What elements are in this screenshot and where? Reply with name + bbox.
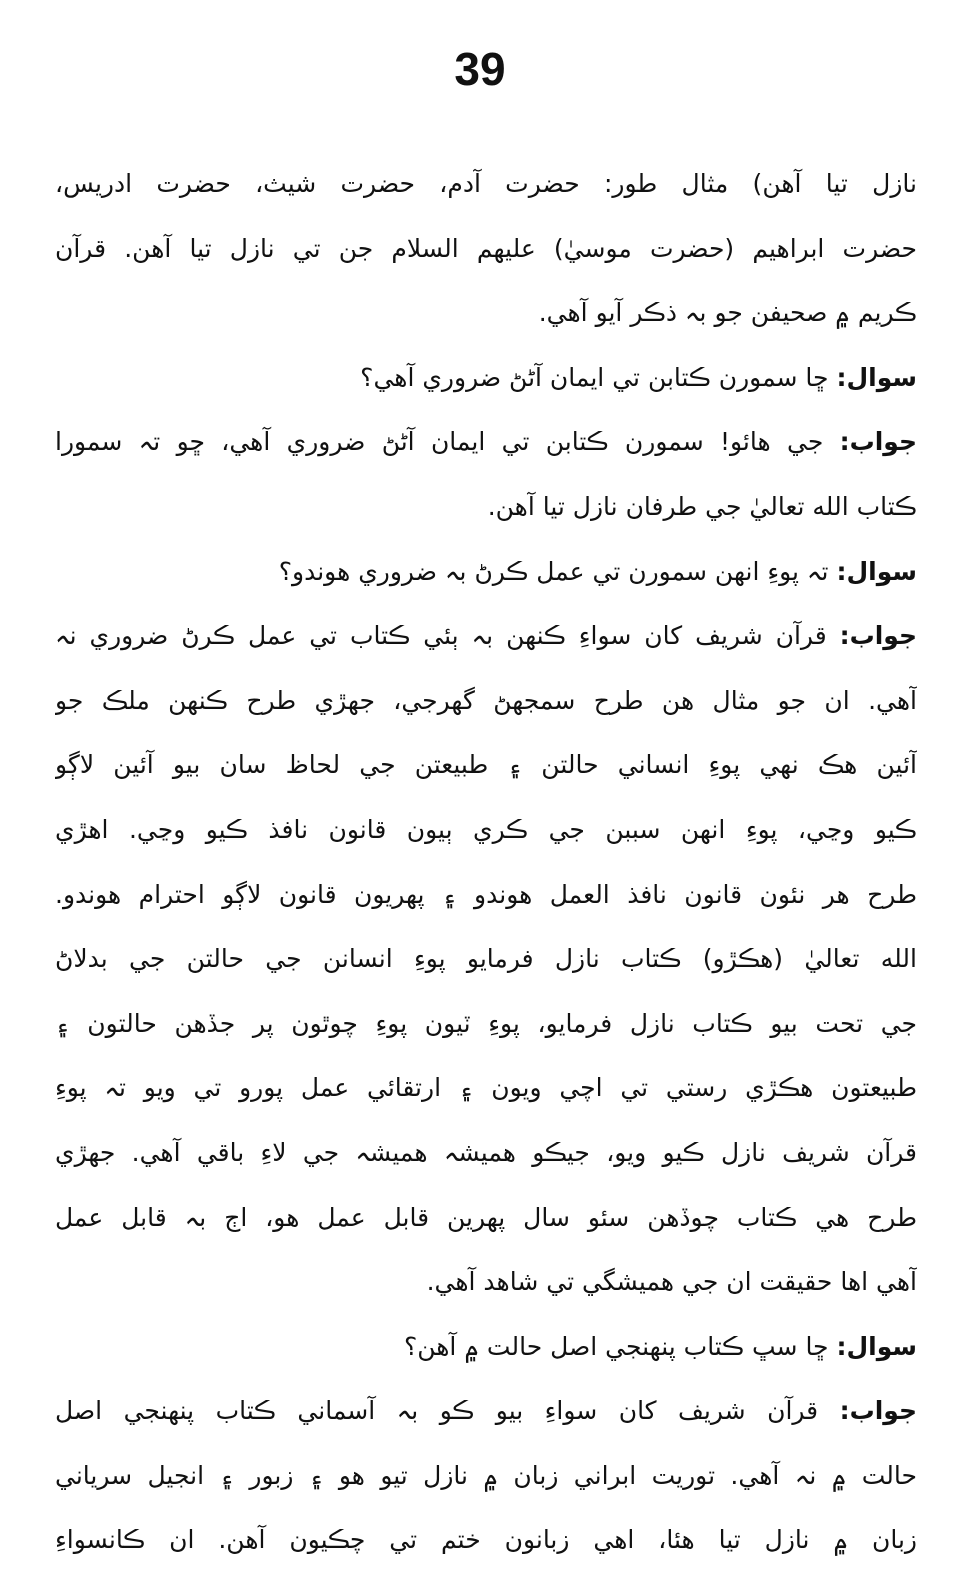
text-line <box>55 1186 917 1251</box>
answer-line <box>55 604 917 669</box>
line-text: قرآن شريف کان سواءِ ڪنهن بہ ٻئي ڪتاب تي عمل ڪرڻ ضروري نہ <box>55 621 827 651</box>
line-text: ڪريم ۾ صحيفن جو بہ ذڪر آيو آهي. <box>538 298 917 328</box>
line-text: آئين هڪ نهي پوءِ انساني حالتن ۽ طبيعتن جي لحاظ سان بيو آئين لاڳو <box>55 750 917 780</box>
text-line <box>55 281 917 346</box>
line-text: حضرت ابراهيم (حضرت موسيٰ) عليهم السلام جن تي نازل تيا آهن. قرآن <box>55 233 917 263</box>
page-number: 39 <box>454 43 506 95</box>
line-text: قرآن شريف کان سواءِ بيو ڪو بہ آسماني ڪتاب پنهنجي اصل <box>55 1396 819 1426</box>
line-text: حالت ۾ نہ آهي. توريت ابراني زبان ۾ نازل تيو هو ۽ زبور ۽ انجيل سرياني <box>55 1460 917 1490</box>
text-line <box>55 1121 917 1186</box>
line-text: جي هائو! سمورن ڪتابن تي ايمان آڻڻ ضروري آهي، ڇو تہ سمورا <box>55 427 824 457</box>
text-line <box>55 927 917 992</box>
line-text: تہ پوءِ انهن سمورن تي عمل ڪرڻ بہ ضروري هوندو؟ <box>278 556 829 586</box>
question-line <box>55 540 917 605</box>
answer-label: جواب: <box>839 427 917 457</box>
question-label: سوال: <box>836 556 917 586</box>
line-text: ڪتاب الله تعاليٰ جي طرفان نازل تيا آهن. <box>487 491 917 521</box>
line-text: ڇا سمورن ڪتابن تي ايمان آڻڻ ضروري آهي؟ <box>360 362 829 392</box>
text-line <box>55 152 917 217</box>
text-line <box>55 475 917 540</box>
line-text: الله تعاليٰ (هڪڙو) ڪتاب نازل فرمايو پوءِ انسانن جي حالتن جي بدلاڻ <box>55 944 917 974</box>
line-text: طرح هر نئون قانون نافذ العمل هوندو ۽ پهريون قانون لاڳو احترام هوندو. <box>55 879 917 909</box>
line-text: قرآن شريف نازل ڪيو ويو، جيڪو هميشہ هميشہ جي لاءِ باقي آهي. جهڙي <box>55 1137 917 1167</box>
text-line <box>55 863 917 928</box>
text-line <box>55 1444 917 1509</box>
line-text: ڪيو وڃي، پوءِ انهن سببن جي ڪري ٻيون قانون نافذ ڪيو وڃي. اهڙي <box>55 814 917 844</box>
line-text: طبيعتون هڪڙي رستي تي اچي ويون ۽ ارتقائي عمل پورو تي ويو تہ پوءِ <box>55 1073 917 1103</box>
text-line <box>55 1250 917 1315</box>
answer-line <box>55 1379 917 1444</box>
text-line <box>55 992 917 1057</box>
line-text: زبان ۾ نازل تيا هئا، اهي زبانون ختم تي چڪيون آهن. ان ڪانسواءِ <box>55 1525 917 1555</box>
line-text: نازل تيا آهن) مثال طور: حضرت آدم، حضرت شيث، حضرت ادريس، <box>55 169 917 198</box>
question-line <box>55 1315 917 1380</box>
question-line <box>55 346 917 411</box>
answer-label: جواب: <box>839 621 917 651</box>
text-line <box>55 733 917 798</box>
text-line <box>55 1508 917 1573</box>
body-text <box>55 152 917 1573</box>
line-text: ڇا سڀ ڪتاب پنهنجي اصل حالت ۾ آهن؟ <box>403 1331 829 1361</box>
line-text: آهي اها حقيقت ان جي هميشگي تي شاهد آهي. <box>426 1267 917 1297</box>
text-line <box>55 217 917 282</box>
line-text: آهي. ان جو مثال هن طرح سمجهڻ گهرجي، جهڙي طرح ڪنهن ملڪ جو <box>55 685 917 715</box>
text-line <box>55 669 917 734</box>
line-text: جي تحت بيو ڪتاب نازل فرمايو، پوءِ ٽيون پوءِ چوٿون پر جڏهن حالتون ۽ <box>55 1008 917 1038</box>
question-label: سوال: <box>836 362 917 392</box>
text-line <box>55 798 917 863</box>
text-line <box>55 1056 917 1121</box>
question-label: سوال: <box>836 1331 917 1361</box>
answer-line <box>55 410 917 475</box>
answer-label: جواب: <box>839 1396 917 1426</box>
line-text: طرح هي ڪتاب چوڏهن سئو سال پهرين قابل عمل هو، اڄ بہ قابل عمل <box>55 1202 917 1232</box>
